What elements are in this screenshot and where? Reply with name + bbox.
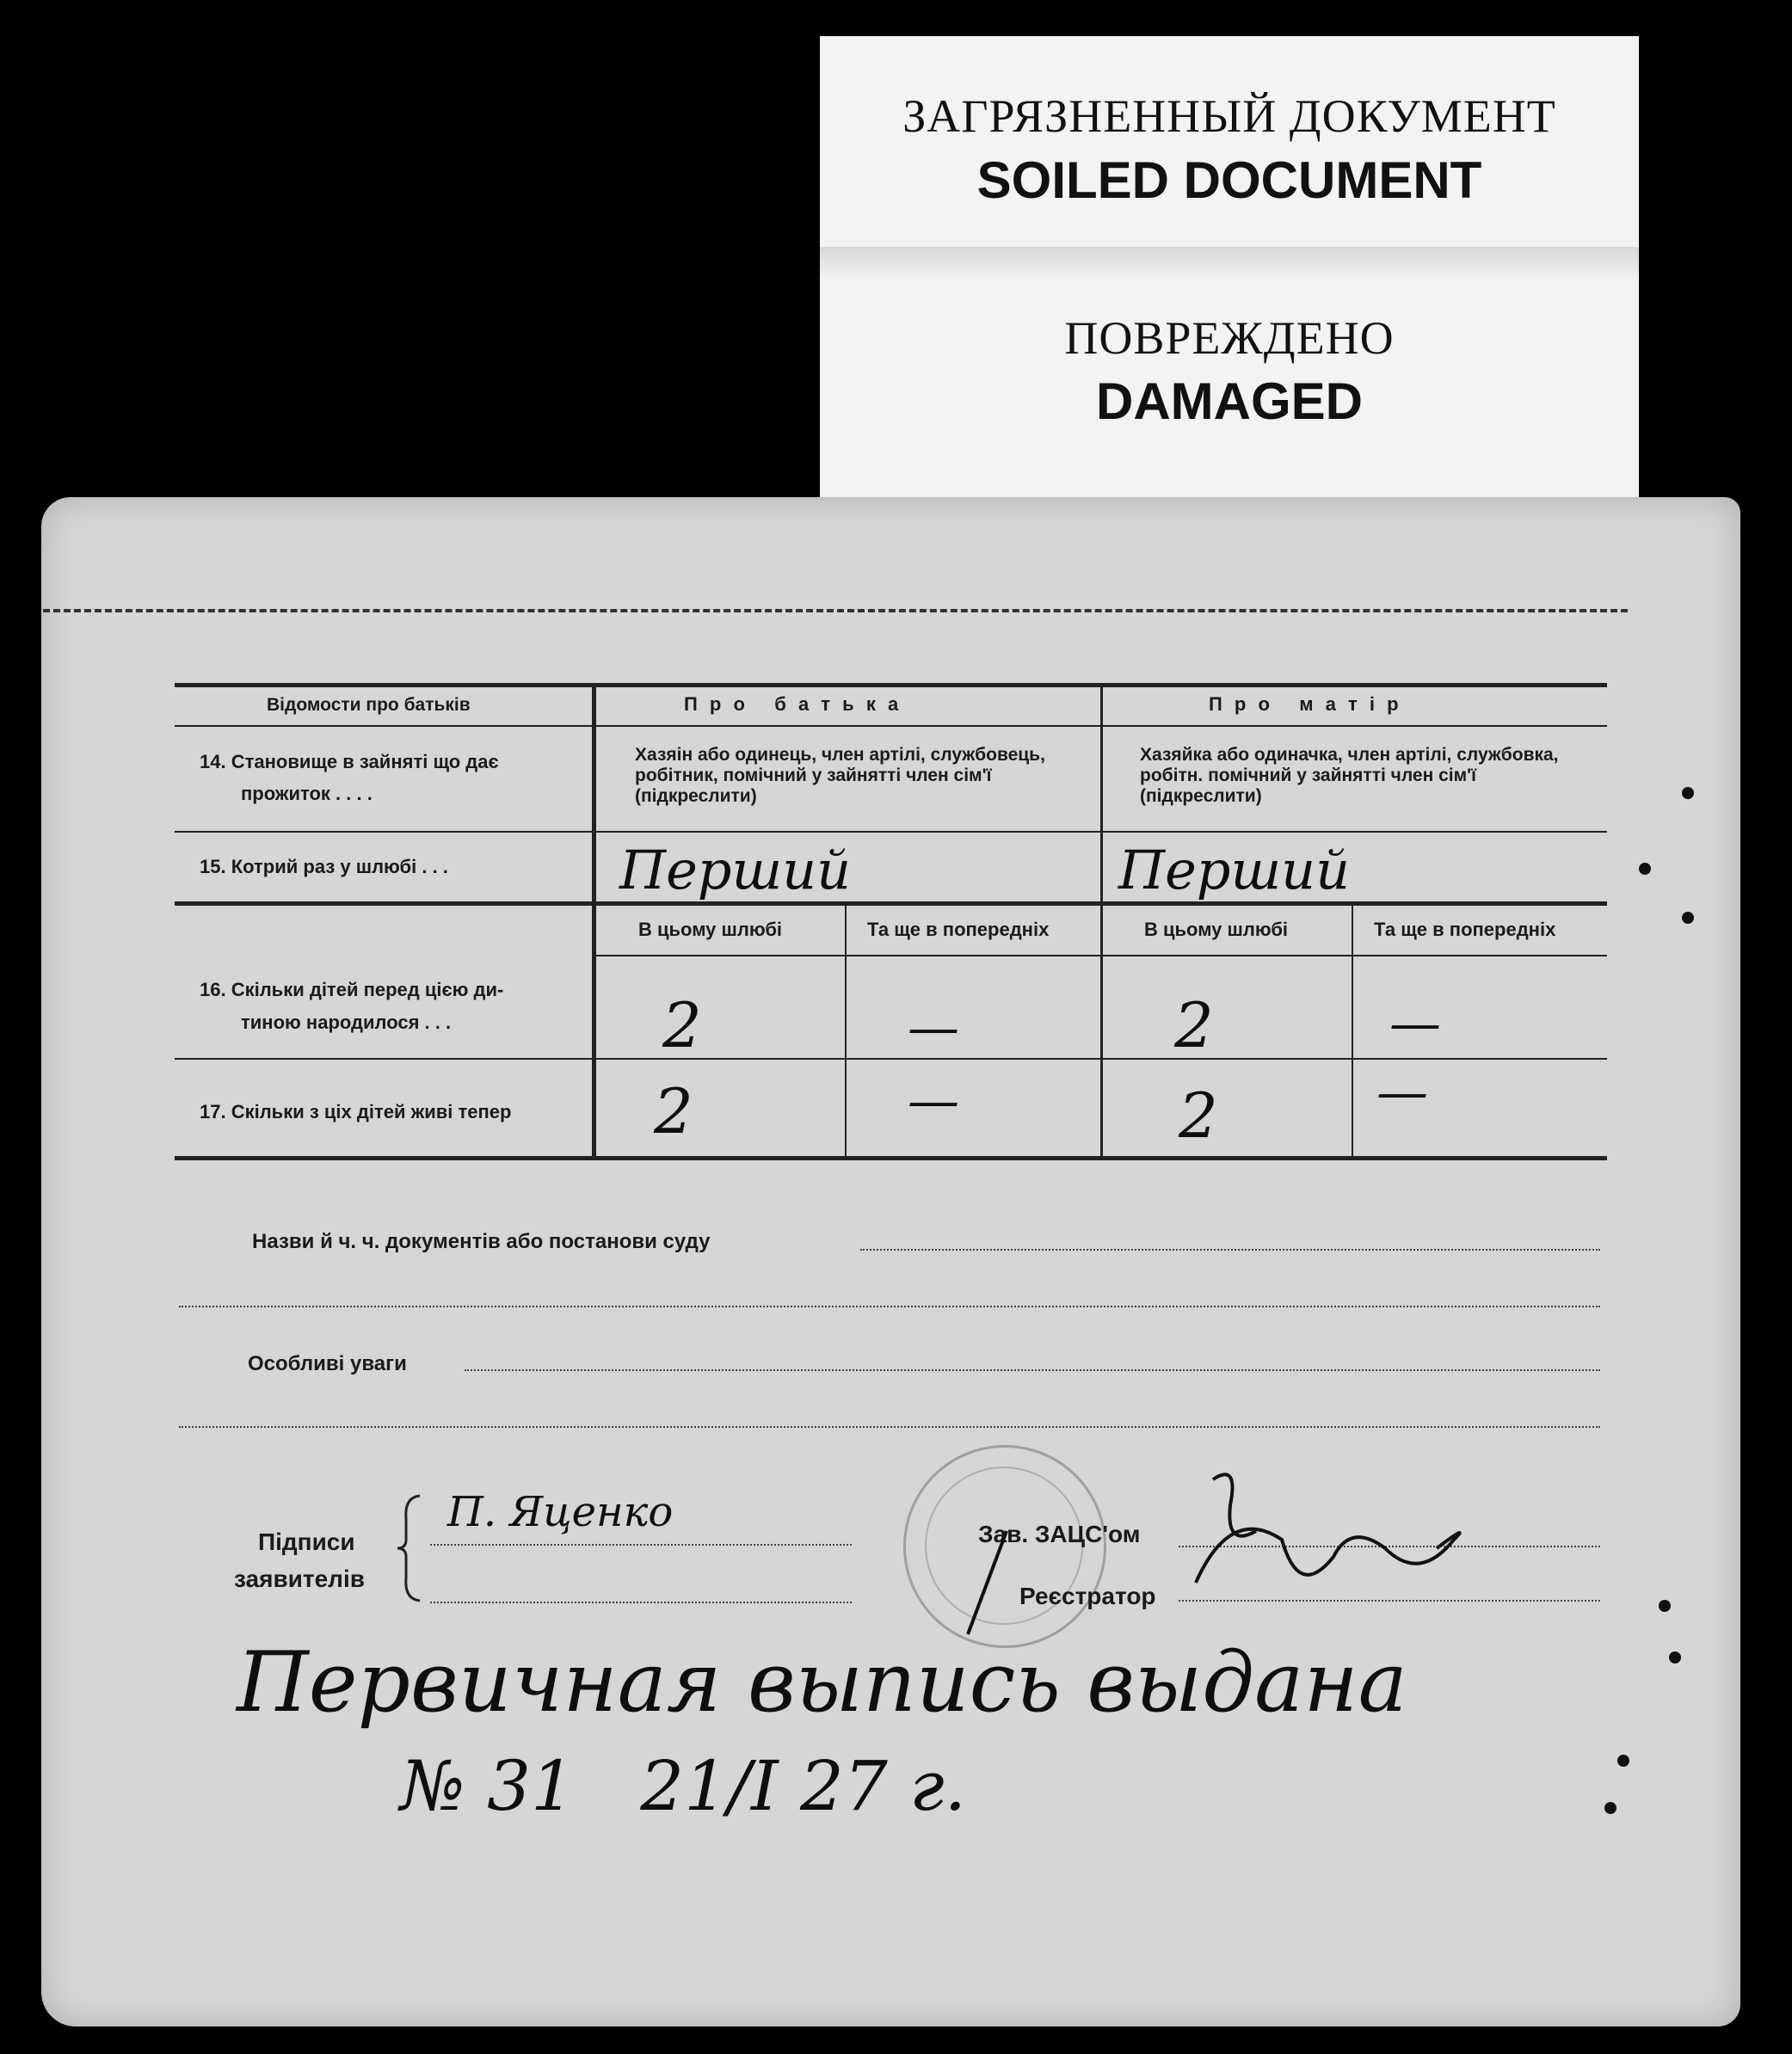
row17-mother-prev: —	[1376, 1062, 1428, 1122]
label-fold	[820, 247, 1639, 281]
row15-father-hw: Перший	[619, 839, 852, 901]
punch-hole	[1639, 863, 1651, 875]
row17-mother-this: 2	[1179, 1079, 1218, 1152]
perforation-line	[43, 609, 1628, 612]
col-divider-mother-sub	[1352, 906, 1353, 1159]
applicants-label-1: Підписи	[258, 1528, 355, 1555]
note-line-1: Первичная выпись выдана	[237, 1634, 1407, 1731]
row14-father-options: Хазяін або одинець, член артілі, службовець, робітник, помічний у зайнятті член сім'ї (підкреслити)	[635, 745, 1045, 806]
subheader-mother-this: В цьому шлюбі	[1144, 919, 1289, 940]
punch-hole	[1604, 1802, 1616, 1814]
row17-father-prev: —	[908, 1071, 959, 1131]
row15-mother-hw: Перший	[1118, 839, 1351, 901]
subheader-father-prev: Та ще в попередніх	[867, 919, 1050, 940]
registrar-label: Реєстратор	[1019, 1583, 1156, 1609]
header-mother: П р о м а т і р	[1209, 693, 1402, 715]
row16-mother-this: 2	[1174, 989, 1214, 1061]
soiled-label-en: SOILED DOCUMENT	[976, 151, 1482, 209]
row16-father-prev: —	[908, 998, 959, 1058]
row16-rule	[175, 1058, 1607, 1060]
row15-label: 15. Котрий раз у шлюбі . . .	[200, 856, 448, 877]
row16-label-1: 16. Скільки дітей перед цією ди-	[200, 979, 504, 1000]
official-signature	[1179, 1454, 1488, 1626]
damaged-label-ru: ПОВРЕЖДЕНО	[1064, 312, 1395, 364]
punch-hole	[1682, 787, 1694, 799]
applicants-brace	[394, 1492, 428, 1604]
header-col1: Відомости про батьків	[267, 695, 471, 715]
header-rule	[175, 725, 1607, 727]
remarks-label: Особливі уваги	[248, 1352, 407, 1375]
row16-label-2: тиною народилося . . .	[241, 1012, 452, 1033]
note-line-2: № 31 21/I 27 г.	[400, 1746, 967, 1826]
table-top-rule	[175, 683, 1607, 687]
row17-label: 17. Скільки з ціх дітей живі тепер	[200, 1101, 512, 1122]
subheader-mother-prev: Та ще в попередніх	[1374, 919, 1556, 940]
soiled-label-ru: ЗАГРЯЗНЕННЫЙ ДОКУМЕНТ	[902, 90, 1556, 142]
col-divider-father-sub	[845, 906, 847, 1159]
head-label: Зав. ЗАЦС'ом	[978, 1521, 1141, 1547]
subheader-father-this: В цьому шлюбі	[638, 919, 783, 940]
punch-hole	[1669, 1651, 1681, 1663]
remarks-line-2	[179, 1426, 1600, 1428]
punch-hole	[1659, 1600, 1671, 1612]
damaged-label-en: DAMAGED	[1096, 372, 1363, 430]
header-father: П р о б а т ь к а	[684, 693, 902, 715]
remarks-line-1	[465, 1369, 1600, 1371]
row15-rule	[175, 901, 1607, 906]
applicant-sign-line-2	[430, 1602, 852, 1603]
row14-label-1: 14. Становище в зайняті що дає	[200, 751, 499, 772]
archive-label	[820, 36, 1639, 497]
punch-hole	[1682, 912, 1694, 924]
row16-mother-prev: —	[1389, 993, 1441, 1054]
documents-label: Назви й ч. ч. документів або постанови суду	[252, 1230, 711, 1253]
row16-father-this: 2	[662, 989, 702, 1061]
documents-line-1	[860, 1249, 1600, 1251]
col-divider-2	[1100, 687, 1103, 1159]
punch-hole	[1617, 1755, 1629, 1767]
documents-line-2	[179, 1306, 1600, 1307]
applicant-sign-line-1	[430, 1544, 852, 1546]
applicants-label-2: заявителів	[234, 1565, 365, 1592]
row14-mother-options: Хазяйка або одиначка, член артілі, службовка, робітн. помічний у зайнятті член сім'ї (підкреслити)	[1140, 745, 1559, 806]
table-bottom-rule	[175, 1156, 1607, 1160]
row14-label-2: прожиток . . . .	[241, 783, 373, 804]
row17-father-this: 2	[654, 1075, 693, 1147]
col-divider-1	[592, 687, 596, 1159]
row14-rule	[175, 831, 1607, 833]
slash-mark	[959, 1522, 1019, 1643]
applicant-signature-hw: П. Яценко	[447, 1488, 674, 1536]
